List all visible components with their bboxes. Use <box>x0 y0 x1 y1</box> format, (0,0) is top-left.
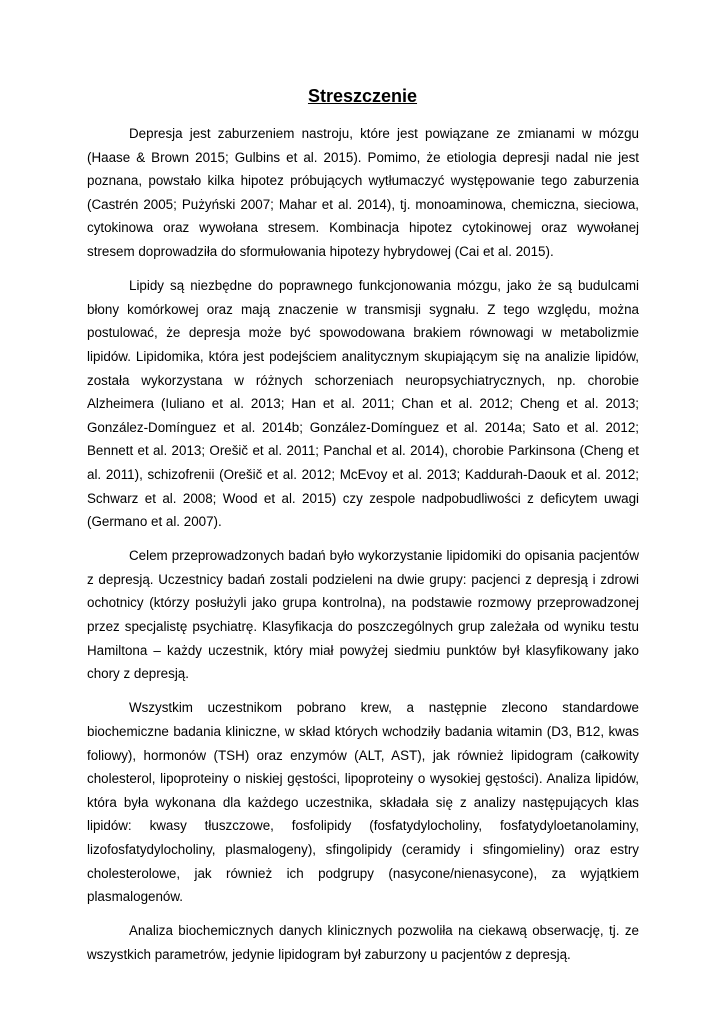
paragraph-lipids-lipidomics: Lipidy są niezbędne do poprawnego funkcjonowania mózgu, jako że są budulcami błony komórkowej oraz mają znaczenie w transmisji sygnału. Z tego względu, można postulować, że depresja może być spowodowana brakiem równowagi w metabolizmie lipidów. Lipidomika, która jest podejściem analitycznym skupiającym się na analizie lipidów, została wykorzystana w różnych schorzeniach neuropsychiatrycznych, np. chorobie Alzheimera (Iuliano et al. 2013; Han et al. 2011; Chan et al. 2012; Cheng et al. 2013; González-Domínguez et al. 2014b; González-Domínguez et al. 2014a; Sato et al. 2012; Bennett et al. 2013; Orešič et al. 2011; Panchal et al. 2014), chorobie Parkinsona (Cheng et al. 2011), schizofrenii (Orešič et al. 2012; McEvoy et al. 2013; Kaddurah-Daouk et al. 2012; Schwarz et al. 2008; Wood et al. 2015) czy zespole nadpobudliwości z deficytem uwagi (Germano et al. 2007). <box>87 278 639 530</box>
paragraph-study-aim: Celem przeprowadzonych badań było wykorzystanie lipidomiki do opisania pacjentów z depresją. Uczestnicy badań zostali podzieleni na dwie grupy: pacjenci z depresją i zdrowi ochotnicy (którzy posłużyli jako grupa kontrolna), na podstawie rozmowy przeprowadzonej przez specjalistę psychiatrę. Klasyfikacja do poszczególnych grup zależała od wyniku testu Hamiltona – każdy uczestnik, który miał powyżej siedmiu punktów był klasyfikowany jako chory z depresją. <box>87 548 639 682</box>
paragraph-depression-hypotheses: Depresja jest zaburzeniem nastroju, które jest powiązane ze zmianami w mózgu (Haase & Brown 2015; Gulbins et al. 2015). Pomimo, że etiologia depresji nadal nie jest poznana, powstało kilka hipotez próbujących wytłumaczyć występowanie tego zaburzenia (Castrén 2005; Pużyński 2007; Mahar et al. 2014), tj. monoaminowa, chemiczna, sieciowa, cytokinowa oraz wywołana stresem. Kombinacja hipotez cytokinowej oraz wywołanej stresem doprowadziła do sformułowania hipotezy hybrydowej (Cai et al. 2015). <box>87 126 639 259</box>
paragraph-methods: Wszystkim uczestnikom pobrano krew, a następnie zlecono standardowe biochemiczne badania kliniczne, w skład których wchodziły badania witamin (D3, B12, kwas foliowy), hormonów (TSH) oraz enzymów (ALT, AST), jak również lipidogram (całkowity cholesterol, lipoproteiny o niskiej gęstości, lipoproteiny o wysokiej gęstości). Analiza lipidów, która była wykonana dla każdego uczestnika, składała się z analizy następujących klas lipidów: kwasy tłuszczowe, fosfolipidy (fosfatydylocholiny, fosfatydyloetanolaminy, lizofosfatydylocholiny, plasmalogeny), sfingolipidy (ceramidy i sfingomieliny) oraz estry cholesterolowe, jak również ich podgrupy (nasycone/nienasycone), za wyjątkiem plasmalogenów. <box>87 700 639 905</box>
paragraph-results: Analiza biochemicznych danych klinicznych pozwoliła na ciekawą obserwację, tj. ze wszystkich parametrów, jedynie lipidogram był zaburzony u pacjentów z depresją. <box>87 923 639 962</box>
abstract-body <box>87 122 639 977</box>
page-title: Streszczenie <box>307 86 418 106</box>
